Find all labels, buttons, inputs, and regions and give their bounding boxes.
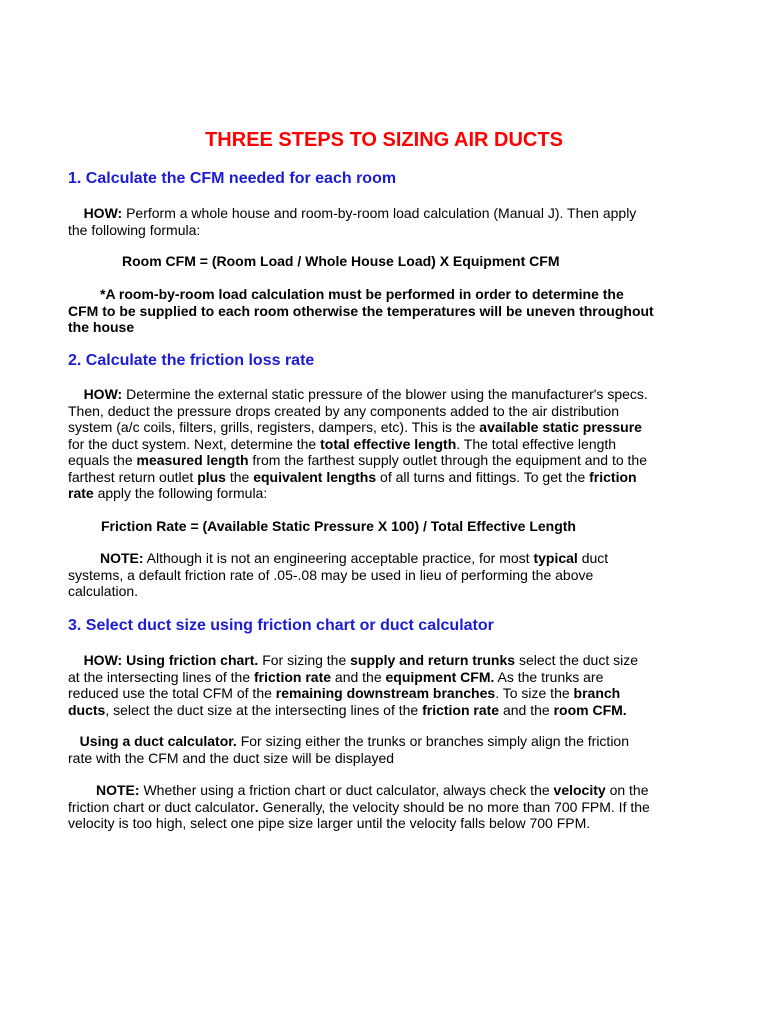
step3-term-remaining-branches: remaining downstream branches [275,685,496,701]
step3-term-velocity: velocity [553,782,606,798]
step3-text-4b: , select the duct size at the intersecting lines of the [105,701,423,718]
step2-text-3a: system (a/c coils, filters, grills, registers, dampers, etc). This is the [68,419,480,435]
step2-note-paragraph [68,550,708,600]
step2-note-line-2: systems, a default friction rate of .05-.08 may be used in lieu of performing the above [68,566,594,583]
step2-text-1: Determine the external static pressure of the blower using the manufacturer's specs. [122,386,648,402]
step2-text-5a: equals the [68,452,137,468]
step2-text-6c: the [225,468,254,485]
step2-line-2: Then, deduct the pressure drops created by any components added to the air distribution [68,402,620,419]
step2-term-measured-length: measured length [136,452,249,468]
step2-term-rate: rate [68,485,94,501]
step1-note-line-3: the house [68,319,135,335]
step3-calc-line-1 [68,733,708,750]
step2-line-7 [68,485,708,502]
step3-text-4d: and the [499,701,554,718]
step3-text-1a: For sizing the [258,652,351,668]
step1-how-text-1: Perform a whole house and room-by-room load calculation (Manual J). Then apply [122,205,637,221]
step1-note-line-2: CFM to be supplied to each room otherwise the temperatures will be uneven throughout [68,302,654,319]
step2-text-4c: . The total effective length [456,435,617,452]
step3-term-equipment-cfm: equipment CFM. [385,668,495,685]
step3-term-room-cfm: room CFM. [553,701,627,718]
step2-note-text-1c: duct [577,550,609,566]
step3-text-2a: at the intersecting lines of the [68,668,254,685]
step3-note-text-1a: Whether using a friction chart or duct calculator, always check the [139,782,554,798]
step3-text-2e: As the trunks are [494,668,604,685]
step2-text-4a: for the duct system. Next, determine the [68,435,321,452]
step3-line-4 [68,702,708,719]
step1-note-paragraph [68,286,708,336]
document-title: THREE STEPS TO SIZING AIR DUCTS [205,129,563,151]
step3-term-ducts: ducts [68,701,106,718]
step3-note-period: . [254,798,259,815]
step2-formula: Friction Rate = (Available Static Pressure X 100) / Total Effective Length [101,518,576,534]
step2-note-text-1a: Although it is not an engineering acceptable practice, for most [143,550,534,566]
step2-term-typical: typical [533,550,578,566]
step3-note-text-1c: on the [605,782,649,798]
step3-line-3 [68,685,708,702]
step3-term-friction-rate-2: friction rate [422,701,500,718]
step3-note-paragraph [68,782,708,832]
step3-how-label: HOW: Using friction chart. [83,652,259,668]
step2-text-7b: apply the following formula: [93,485,268,501]
step3-line-2 [68,669,708,686]
step2-line-6 [68,469,708,486]
step1-note-line-1: *A room-by-room load calculation must be performed in order to determine the [100,286,624,302]
step3-note-line-3: velocity is too high, select one pipe size larger until the velocity falls below 700 FPM. [68,815,591,831]
step3-note-text-2c: Generally, the velocity should be no more than 700 FPM. If the [258,798,650,815]
step3-text-2c: and the [331,668,386,685]
step3-calc-text-1: For sizing either the trunks or branches simply align the friction [236,733,629,749]
step2-line-1 [68,386,708,403]
step1-formula: Room CFM = (Room Load / Whole House Load) X Equipment CFM [122,253,560,269]
step2-note-line-1 [68,550,708,567]
step2-text-6e: of all turns and fittings. To get the [376,468,590,485]
step3-note-line-2 [68,799,708,816]
step2-line-4 [68,436,708,453]
step1-how-label: HOW: [83,205,123,221]
step2-note-line-3: calculation. [68,583,139,599]
step3-note-text-2a: friction chart or duct calculator [68,798,255,815]
step2-note-label: NOTE: [100,550,144,566]
step1-how-line-2: the following formula: [68,221,201,238]
step3-term-branch: branch [573,685,621,701]
step2-heading: 2. Calculate the friction loss rate [68,352,315,369]
step2-text-6a: farthest return outlet [68,468,198,485]
step2-line-3 [68,419,708,436]
step3-text-3c: . To size the [495,685,574,701]
step2-line-5 [68,452,708,469]
step3-term-supply-return-trunks: supply and return trunks [350,652,516,668]
step3-heading: 3. Select duct size using friction chart or duct calculator [68,617,494,634]
step2-how-paragraph [68,386,708,502]
step3-calc-line-2: rate with the CFM and the duct size will be displayed [68,749,395,766]
step3-calc-label: Using a duct calculator. [79,733,237,749]
step2-term-plus: plus [197,468,226,485]
step2-term-friction: friction [589,468,637,485]
step2-term-equivalent-lengths: equivalent lengths [253,468,377,485]
step2-term-available-static-pressure: available static pressure [479,419,642,435]
step2-how-label: HOW: [83,386,123,402]
step3-note-label: NOTE: [96,782,140,798]
step3-term-friction-rate-1: friction rate [254,668,332,685]
step2-term-total-effective-length: total effective length [320,435,457,452]
step2-text-5c: from the farthest supply outlet through the equipment and to the [248,452,648,468]
step3-how-paragraph [68,652,708,718]
step3-line-1 [68,652,708,669]
step3-text-1c: select the duct size [515,652,639,668]
step3-text-3a: reduced use the total CFM of the [68,685,276,701]
step1-heading: 1. Calculate the CFM needed for each room [68,170,397,187]
step1-how-paragraph [68,205,708,238]
step3-note-line-1 [68,782,708,799]
step1-how-line-1 [68,205,708,222]
step3-calculator-paragraph [68,733,708,766]
